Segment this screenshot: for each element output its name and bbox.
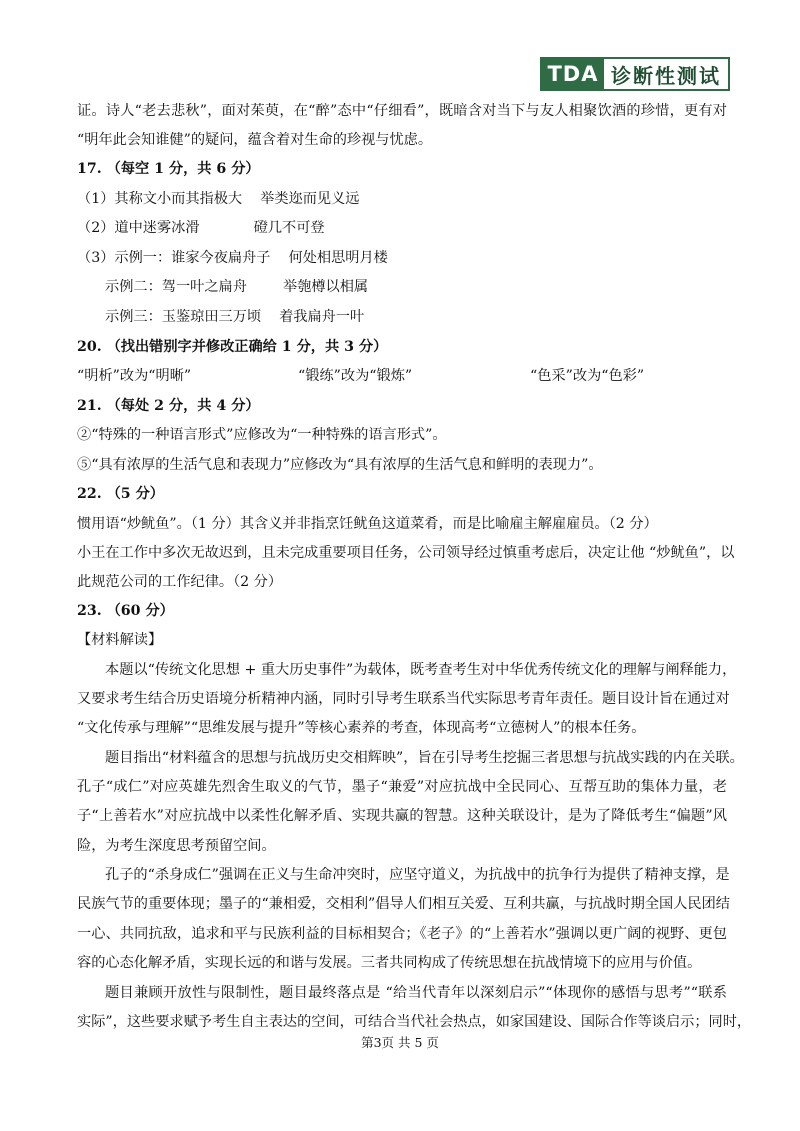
material-p4-line-1: 题目兼顾开放性与限制性，题目最终落点是 “给当代青年以深刻启示”“体现你的感悟与思考”“联系	[105, 985, 727, 1001]
material-p2-line-4: 险，为考生深度思考预留空间。	[77, 838, 276, 854]
answer-20-b: “锻练”改为“锻炼”	[298, 368, 413, 384]
material-p3-line-2: 民族气节的重要体现；墨子的“兼相爱，交相利”倡导人们相互关爱、互利共赢，与抗战时期全国人民团结	[77, 896, 730, 912]
material-p1-line-1: 本题以“传统文化思想 + 重大历史事件”为载体，既考查考生对中华优秀传统文化的理解与阐释能力，	[105, 662, 737, 678]
material-p2-line-3: 子“上善若水”对应抗战中以柔性化解矛盾、实现共赢的智慧。这种关联设计，是为了降低考生“偏题”风	[77, 808, 727, 824]
material-p4-line-2: 实际”，这些要求赋予考生自主表达的空间，可结合当代社会热点，如家国建设、国际合作等谈启示；同时，	[77, 1014, 752, 1030]
tda-logo	[540, 57, 730, 91]
material-p2-line-1: 题目指出“材料蕴含的思想与抗战历史交相辉映”，旨在引导考生挖掘三者思想与抗战实践的内在关联。	[105, 750, 744, 766]
answer-17-2: （2）道中迷雾冰滑 磴几不可登	[77, 220, 325, 236]
answer-17-1: （1）其称文小而其指极大 举类迩而见义远	[77, 191, 360, 207]
question-23-heading: 23. （60 分）	[77, 603, 174, 619]
material-p3-line-3: 一心、共同抗敌，追求和平与民族利益的目标相契合；《老子》的“上善若水”强调以更广阔的视野、更包	[77, 926, 727, 942]
question-17-heading: 17. （每空 1 分，共 6 分）	[77, 161, 260, 177]
material-p3-line-1: 孔子的“杀身成仁”强调在正义与生命冲突时，应坚守道义，为抗战中的抗争行为提供了精神支撑，是	[105, 867, 730, 883]
answer-22-a: 惯用语“炒鱿鱼”。（1 分）其含义并非指烹饪鱿鱼这道菜肴，而是比喻雇主解雇雇员。（2 分）	[77, 516, 658, 532]
material-heading: 【材料解读】	[77, 632, 163, 648]
material-p3-line-4: 容的心态化解矛盾，实现长远的和谐与发展。三者共同构成了传统思想在抗战情境下的应用与价值。	[77, 955, 702, 971]
page-footer: 第3页 共 5 页	[361, 1035, 439, 1050]
answer-17-3-example-2: 示例二：驾一叶之扁舟 举匏樽以相属	[105, 279, 369, 295]
question-20-heading: 20. （找出错别字并修改正确给 1 分，共 3 分）	[77, 339, 388, 355]
answer-20-a: “明析”改为“明晰”	[77, 368, 192, 384]
answer-22-b-line-1: 小王在工作中多次无故迟到，且未完成重要项目任务，公司领导经过慎重考虑后，决定让他 “炒鱿鱼”，以	[77, 545, 735, 561]
question-21-heading: 21. （每处 2 分，共 4 分）	[77, 398, 260, 414]
answer-17-3: （3）示例一：谁家今夜扁舟子 何处相思明月楼	[77, 250, 388, 266]
answer-16-line-1: 证。诗人“老去悲秋”，面对茱萸，在“醉”态中“仔细看”，既暗含对当下与友人相聚饮酒的珍惜，更有对	[77, 103, 727, 119]
answer-22-b-line-2: 此规范公司的工作纪律。（2 分）	[77, 574, 283, 590]
logo-brand: TDA	[542, 59, 604, 89]
answer-16-line-2: “明年此会知谁健”的疑问，蕴含着对生命的珍视与忧虑。	[77, 132, 433, 148]
material-p1-line-2: 又要求考生结合历史语境分析精神内涵，同时引导考生联系当代实际思考青年责任。题目设计旨在通过对	[77, 691, 730, 707]
answer-17-3-example-3: 示例三：玉鉴琼田三万顷 着我扁舟一叶	[105, 309, 365, 325]
question-22-heading: 22. （5 分）	[77, 486, 164, 502]
answer-20-c: “色采”改为“色彩”	[530, 368, 645, 384]
material-p1-line-3: “文化传承与理解”“思维发展与提升”等核心素养的考查，体现高考“立德树人”的根本任务。	[77, 720, 646, 736]
answer-21-a: ②“特殊的一种语言形式”应修改为“一种特殊的语言形式”。	[77, 427, 447, 443]
answer-21-b: ⑤“具有浓厚的生活气息和表现力”应修改为“具有浓厚的生活气息和鲜明的表现力”。	[77, 457, 603, 473]
logo-title: 诊断性测试	[611, 63, 721, 88]
material-p2-line-2: 孔子“成仁”对应英雄先烈舍生取义的气节，墨子“兼爱”对应抗战中全民同心、互帮互助的集体力量，老	[77, 779, 727, 795]
